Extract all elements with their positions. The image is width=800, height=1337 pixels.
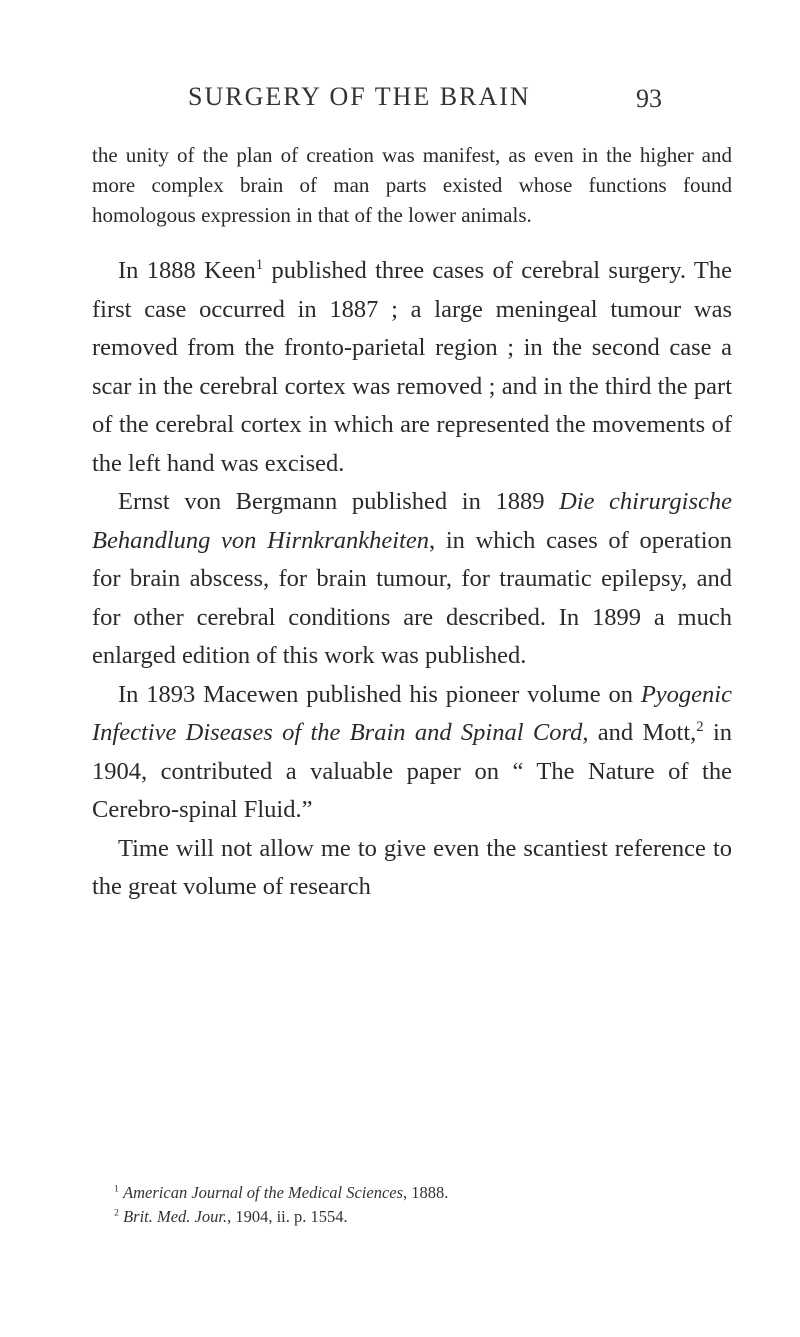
paragraph-macewen: In 1893 Macewen published his pioneer volume on Pyogenic Infective Diseases of the Brain and Spinal Cord, and Mott,$^2$ in 1904, contributed a valuable paper on “ The Nature of the Cerebro-spinal Fluid.”: [92, 680, 733, 823]
page-number: 93: [636, 84, 662, 113]
paragraph-bergmann: Ernst von Bergmann published in 1889 Die chirurgische Behandlung von Hirnkrankheiten, in which cases of operation for brain abscess, for brain tumour, for traumatic epilepsy, and for other cerebral conditions are described. In 1899 a much enlarged edition of this work was published.: [92, 488, 733, 669]
paragraph-continuation: the unity of the plan of creation was manifest, as even in the higher and more complex brain of man parts existed whose functions found homologous expression in that of the lower animals.: [92, 143, 732, 227]
paragraph-keen: In 1888 Keen$^1$ published three cases of cerebral surgery. The first case occurred in 1887 ; a large meningeal tumour was removed from the fronto-parietal region ; in the second case a scar in the cerebral cortex was removed ; and in the third the part of the cerebral cortex in which are represented the movements of the left hand was excised.: [92, 256, 732, 477]
book-title-macewen: Pyogenic Infective Diseases of the Brain and Spinal Cord: [92, 680, 732, 746]
footnotes: [92, 1181, 732, 1229]
paragraph-time: Time will not allow me to give even the scantiest reference to the great volume of research: [92, 834, 732, 900]
body-text: [92, 140, 732, 907]
footnote-ref-2[interactable]: 2: [696, 718, 704, 735]
running-title: SURGERY OF THE BRAIN: [188, 82, 531, 111]
page-header: [0, 82, 800, 122]
footnote-1: $^1$ American Journal of the Medical Sciences, 1888.: [114, 1183, 449, 1202]
book-title-bergmann: Die chirurgische Behandlung von Hirnkrankheiten: [92, 488, 732, 554]
footnote-ref-1[interactable]: 1: [255, 256, 264, 273]
footnote-2: $^2$ Brit. Med. Jour., 1904, ii. p. 1554.: [114, 1207, 348, 1226]
